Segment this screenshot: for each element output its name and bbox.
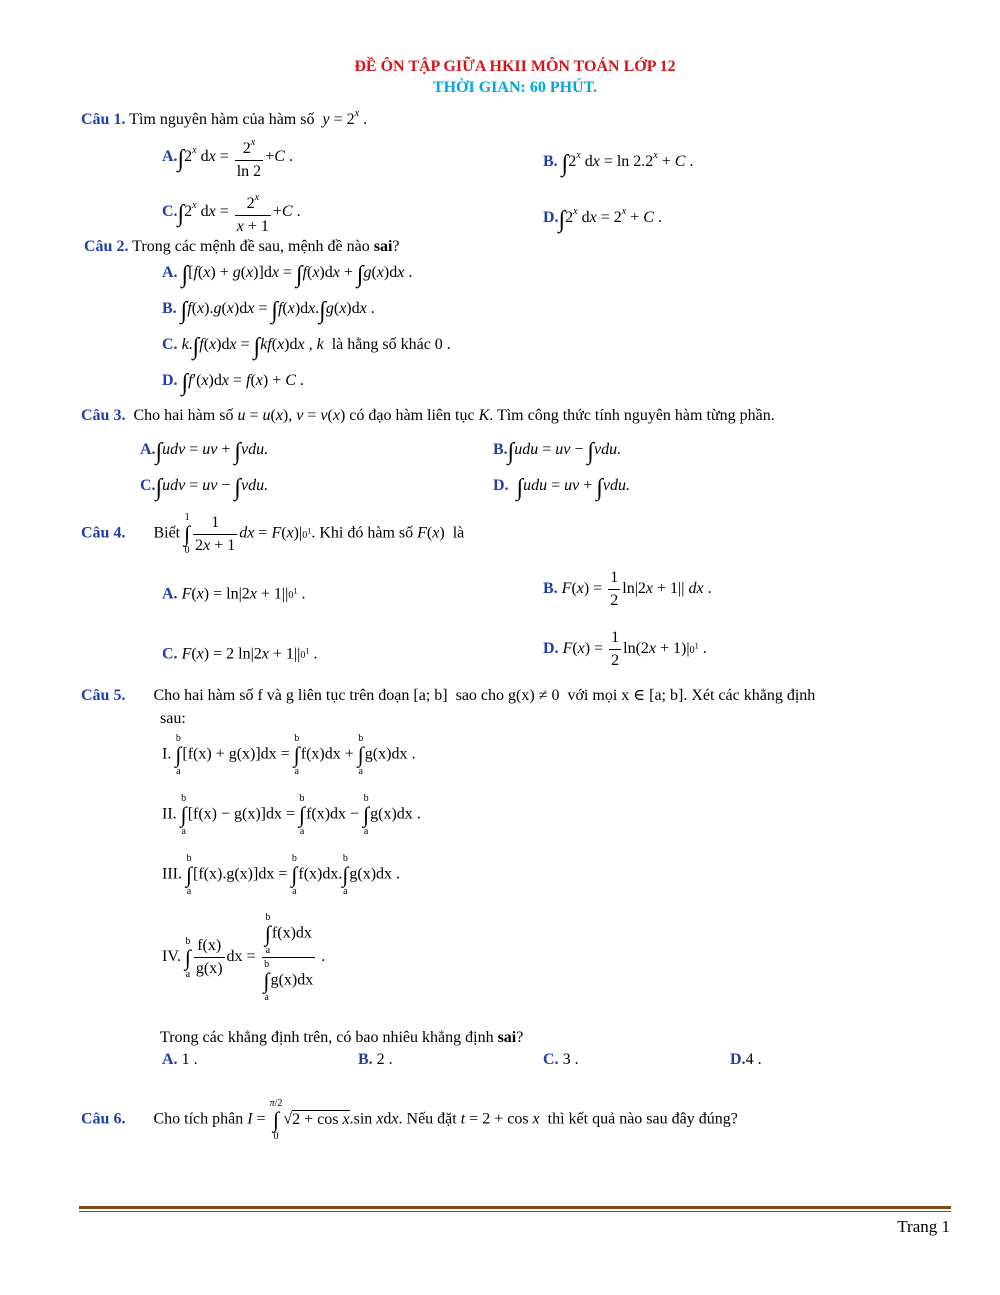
q1-option-a-label: A. — [162, 148, 178, 166]
question-4-text-c: là — [452, 524, 465, 542]
q5-option-b-label: B. — [358, 1051, 373, 1068]
q5-statement-3-label: III. — [162, 865, 182, 883]
q2-option-d[interactable]: D. ∫f′(x)dx = f(x) + C . — [162, 370, 304, 396]
q3-option-a[interactable]: A.∫udv = uv + ∫vdu. — [140, 439, 269, 465]
question-6: Câu 6. Cho tích phân I = π/2 ∫ 0√2 + cos x.sin xdx. Nếu đặt t = 2 + cos x thì kết quả nào sau đây đúng? — [81, 1098, 738, 1142]
q2-option-d-label: D. — [162, 372, 178, 389]
question-2-bold: sai — [373, 238, 393, 255]
q2-option-b-label: B. — [162, 300, 177, 317]
q1-option-b[interactable]: B. ∫2$^x$ dx = $\ln 2.2^x + C$ . — [543, 150, 694, 177]
exam-time: THỜI GIAN: 60 PHÚT. — [432, 79, 598, 96]
q1-option-d-label: D. — [543, 209, 559, 226]
q5-statement-4-label: IV. — [162, 948, 181, 966]
q1-option-b-label: B. — [543, 153, 558, 170]
q4-option-b[interactable]: B. F(x) = $\frac{1}{2}$ ln|2x + 1|| dx . — [543, 569, 712, 609]
question-5-text-b: sao cho — [455, 687, 505, 704]
q1-option-d[interactable]: D.∫2$^x$ dx = $2^x + C$ . — [543, 206, 662, 233]
page-number: Trang 1 — [897, 1217, 950, 1236]
question-5: Câu 5. Cho hai hàm số f và g liên tục trên đoạn [a; b] sao cho g(x) ≠ 0 với mọi x ∈ [a; b]. Xét các khẳng định — [81, 687, 816, 704]
question-6-text-b: . Nếu đặt — [398, 1110, 457, 1128]
q2-option-c-label: C. — [162, 336, 178, 353]
question-4-text-a: Biết — [153, 524, 181, 542]
q3-option-c[interactable]: C.∫udv = uv − ∫vdu. — [140, 475, 269, 501]
q5-statement-3: III. b ∫ a[f(x).g(x)]dx = b ∫ af(x)dx.b ∫ ag(x)dx . — [162, 853, 401, 897]
q1-option-a[interactable]: A.∫2$^x$ dx = $\frac{2^x}{\ln 2}$ +C . — [162, 137, 293, 180]
question-1: Câu 1. Tìm nguyên hàm của hàm số $y = 2^x$ . — [81, 108, 368, 128]
q1-option-c-label: C. — [162, 203, 178, 221]
question-1-text: Tìm nguyên hàm của hàm số — [129, 111, 315, 128]
q4-option-a[interactable]: A. $F(x) = \ln|2x + 1||0^1$ . — [162, 585, 306, 603]
footer-rule-thick — [79, 1206, 951, 1209]
q5-option-b[interactable] — [358, 1050, 393, 1070]
q5-option-a-value: 1 . — [181, 1051, 198, 1068]
question-2-text: Trong các mệnh đề sau, mệnh đề nào — [132, 238, 370, 255]
question-3-text-c: . Tìm công thức tính nguyên hàm từng phần. — [489, 407, 775, 424]
q5-statement-2: II. b ∫ a[f(x) − g(x)]dx = b ∫ af(x)dx − b ∫ ag(x)dx . — [162, 793, 421, 837]
q3-option-c-label: C. — [140, 477, 156, 494]
question-4-label: Câu 4. — [81, 524, 126, 542]
q5-option-d-label: D. — [730, 1051, 746, 1068]
exam-title: ĐỀ ÔN TẬP GIỮA HKII MÔN TOÁN LỚP 12 — [354, 58, 676, 75]
question-1-label: Câu 1. — [81, 111, 126, 128]
q5-question — [160, 1028, 523, 1048]
question-3: Câu 3. Cho hai hàm số u = u(x), v = v(x) có đạo hàm liên tục K. Tìm công thức tính nguyên hàm từng phần. — [81, 407, 775, 424]
q5-option-b-value: 2 . — [376, 1051, 393, 1068]
q2-option-c-note: là hằng số khác — [331, 336, 431, 353]
q5-statement-2-label: II. — [162, 805, 177, 823]
q5-option-a[interactable] — [162, 1050, 198, 1070]
q5-statement-4: IV. b ∫ a $\frac{f(x)}{g(x)}$ dx = b ∫ af(x)dx b ∫ ag(x)dx . — [162, 912, 326, 1003]
question-5-text-c: với mọi — [567, 687, 618, 704]
question-3-label: Câu 3. — [81, 407, 126, 424]
q5-statement-1-label: I. — [162, 745, 172, 763]
q2-option-a-label: A. — [162, 264, 178, 281]
q4-option-b-label: B. — [543, 580, 558, 598]
q4-option-c-label: C. — [162, 645, 178, 663]
footer-rule-thin — [79, 1211, 951, 1212]
q2-option-a[interactable]: A. ∫[f(x) + g(x)]dx = ∫f(x)dx + ∫g(x)dx . — [162, 262, 413, 288]
q5-option-c[interactable] — [543, 1050, 579, 1070]
question-5-text-e: sau: — [160, 710, 186, 727]
q2-option-b[interactable]: B. ∫f(x).g(x)dx = ∫f(x)dx.∫g(x)dx . — [162, 298, 375, 324]
q3-option-d-label: D. — [493, 477, 509, 494]
question-5-text-d: . Xét các khẳng định — [683, 687, 816, 704]
q5-question-end: ? — [516, 1029, 524, 1046]
q3-option-d[interactable]: D. ∫udu = uv + ∫vdu. — [493, 475, 630, 501]
q5-question-text: Trong các khẳng định trên, có bao nhiêu khẳng định — [160, 1029, 494, 1046]
q3-option-b-label: B. — [493, 441, 508, 458]
q5-statement-1: I. b ∫ a[f(x) + g(x)]dx = b ∫ af(x)dx + b ∫ ag(x)dx . — [162, 733, 416, 777]
question-5-label: Câu 5. — [81, 687, 126, 704]
q1-option-c[interactable]: C.∫2$^x$ dx = $\frac{2^x}{x + 1}$ +C . — [162, 192, 301, 235]
q3-option-a-label: A. — [140, 441, 156, 458]
question-6-text-a: Cho tích phân — [153, 1110, 244, 1128]
q4-option-a-label: A. — [162, 585, 178, 603]
q5-option-d[interactable] — [730, 1050, 762, 1070]
q4-option-c[interactable]: C. F(x) = 2 $\ln|2x + 1||0^1$ . — [162, 645, 318, 663]
q2-option-c[interactable]: C. k.∫f(x)dx = ∫kf(x)dx , k là hằng số khác 0 . — [162, 334, 451, 360]
q5-question-bold: sai — [497, 1029, 517, 1046]
q5-option-d-value: 4 . — [745, 1051, 762, 1068]
question-2-end: ? — [392, 238, 400, 255]
question-3-text-a: Cho hai hàm số — [133, 407, 234, 424]
question-2-label: Câu 2. — [84, 238, 129, 255]
question-4: Câu 4. Biết 1 ∫ 0 $\frac{1}{2x + 1}$ dx = $F(x)|0^1$. Khi đó hàm số F(x) là — [81, 512, 465, 556]
question-5-text-a: Cho hai hàm số f và g liên tục trên đoạn — [153, 687, 410, 704]
question-6-label: Câu 6. — [81, 1110, 126, 1128]
question-2 — [84, 237, 400, 257]
q5-option-c-label: C. — [543, 1051, 559, 1068]
q5-option-c-value: 3 . — [562, 1051, 579, 1068]
q4-option-d[interactable]: D. F(x) = $\frac{1}{2}$ $\ln(2x + 1)|0^1$ . — [543, 629, 707, 669]
q4-option-d-label: D. — [543, 640, 559, 658]
q3-option-b[interactable]: B.∫udu = uv − ∫vdu. — [493, 439, 622, 465]
question-3-text-b: có đạo hàm liên tục — [349, 407, 475, 424]
question-4-text-b: . Khi đó hàm số — [311, 524, 414, 542]
q5-option-a-label: A. — [162, 1051, 178, 1068]
question-6-text-c: thì kết quả nào sau đây đúng? — [547, 1110, 738, 1128]
